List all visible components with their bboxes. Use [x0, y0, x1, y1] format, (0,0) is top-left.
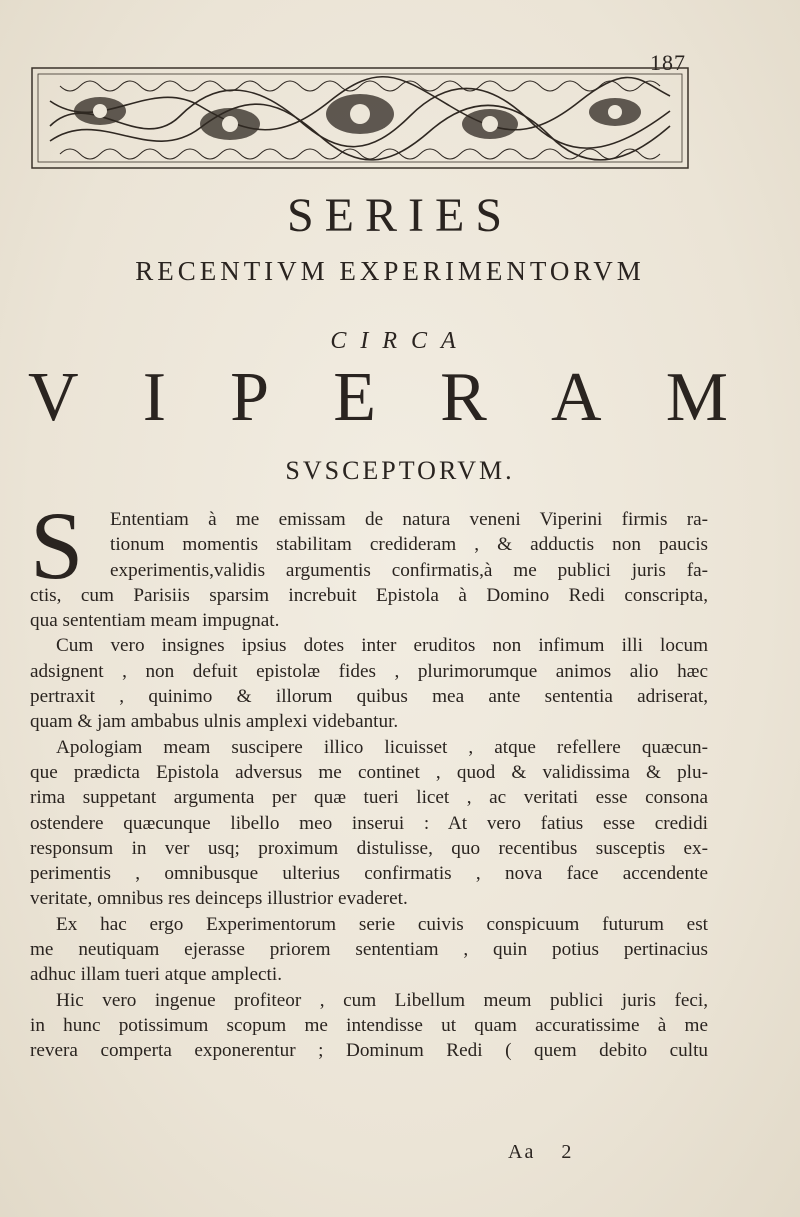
text-line: Ex hac ergo Experimentorum serie cuivis conspicuum futurum est	[56, 913, 708, 935]
text-line: tionum momentis stabilitam credideram , & adductis non paucis	[110, 534, 708, 556]
text-line: que prædicta Epistola adversus me continet , quod & validissima & plu-	[30, 761, 708, 783]
text-line: Hic vero ingenue profiteor , cum Libellum meum publici juris feci,	[56, 989, 708, 1011]
title-viperam-letter: M	[665, 359, 728, 436]
text-line: veritate, omnibus res deinceps illustrior evaderet.	[30, 888, 408, 910]
text-line: quam & jam ambabus ulnis amplexi videbantur.	[30, 711, 399, 733]
text-line: me neutiquam ejerasse priorem sententiam , quin potius pertinacius	[30, 939, 708, 961]
title-viperam-letter: E	[333, 359, 376, 436]
title-recentium-experimentorum: RECENTIVM EXPERIMENTORVM	[135, 256, 645, 286]
text-line: Apologiam meam suscipere illico licuisset , atque refellere quæcun-	[56, 736, 708, 758]
text-line: ctis, cum Parisiis sparsim increbuit Epistola à Domino Redi conscripta,	[30, 584, 708, 606]
text-line: qua sententiam meam impugnat.	[30, 610, 280, 632]
signature-letters: Aa	[508, 1141, 536, 1163]
text-line: revera comperta exponerentur ; Dominum Redi ( quem debito cultu	[30, 1040, 708, 1062]
title-viperam-letter: P	[230, 359, 270, 436]
signature-number: 2	[561, 1141, 574, 1163]
title-circa: CIRCA	[330, 328, 470, 354]
text-line: Ententiam à me emissam de natura veneni Viperini firmis ra-	[110, 509, 708, 530]
title-series: SERIES	[286, 189, 514, 242]
text-line: in hunc potissimum scopum me intendisse ut quam accuratissime à me	[30, 1014, 708, 1036]
page-number: 187	[650, 50, 686, 75]
title-viperam-letter: A	[550, 359, 602, 436]
text-line: pertraxit , quinimo & illorum quibus mea ante sententia adriserat,	[30, 686, 708, 708]
text-line: experimentis,validis argumentis confirmatis,à me publici juris fa-	[110, 559, 708, 581]
text-line: rima suppetant argumenta per quæ tueri licet , ac veritati esse consona	[30, 787, 708, 809]
title-viperam	[28, 359, 728, 436]
signature-mark	[508, 1141, 573, 1164]
drop-cap: S	[30, 492, 84, 599]
text-line: responsum in ver usq; proximum distulisse, quo recentibus susceptis ex-	[30, 837, 708, 859]
body-text	[30, 492, 708, 1064]
text-line: Cum vero insignes ipsius dotes inter eruditos non infimum illi locum	[56, 635, 708, 657]
title-viperam-letter: I	[142, 359, 167, 436]
ornamental-headpiece-icon	[30, 66, 690, 170]
text-line: ostendere quæcunque libello meo inserui : At vero fatius esse credidi	[30, 812, 708, 834]
title-susceptorum: SVSCEPTORVM.	[285, 456, 515, 485]
text-line: adhuc illam tueri atque amplecti.	[30, 964, 283, 986]
title-viperam-letter: R	[440, 359, 487, 436]
title-viperam-letter: V	[28, 359, 79, 436]
text-line: adsignent , non defuit epistolæ fides , plurimorumque animos alio hæc	[30, 660, 708, 682]
text-line: perimentis , omnibusque ulterius confirmatis , nova face accendente	[30, 863, 708, 885]
